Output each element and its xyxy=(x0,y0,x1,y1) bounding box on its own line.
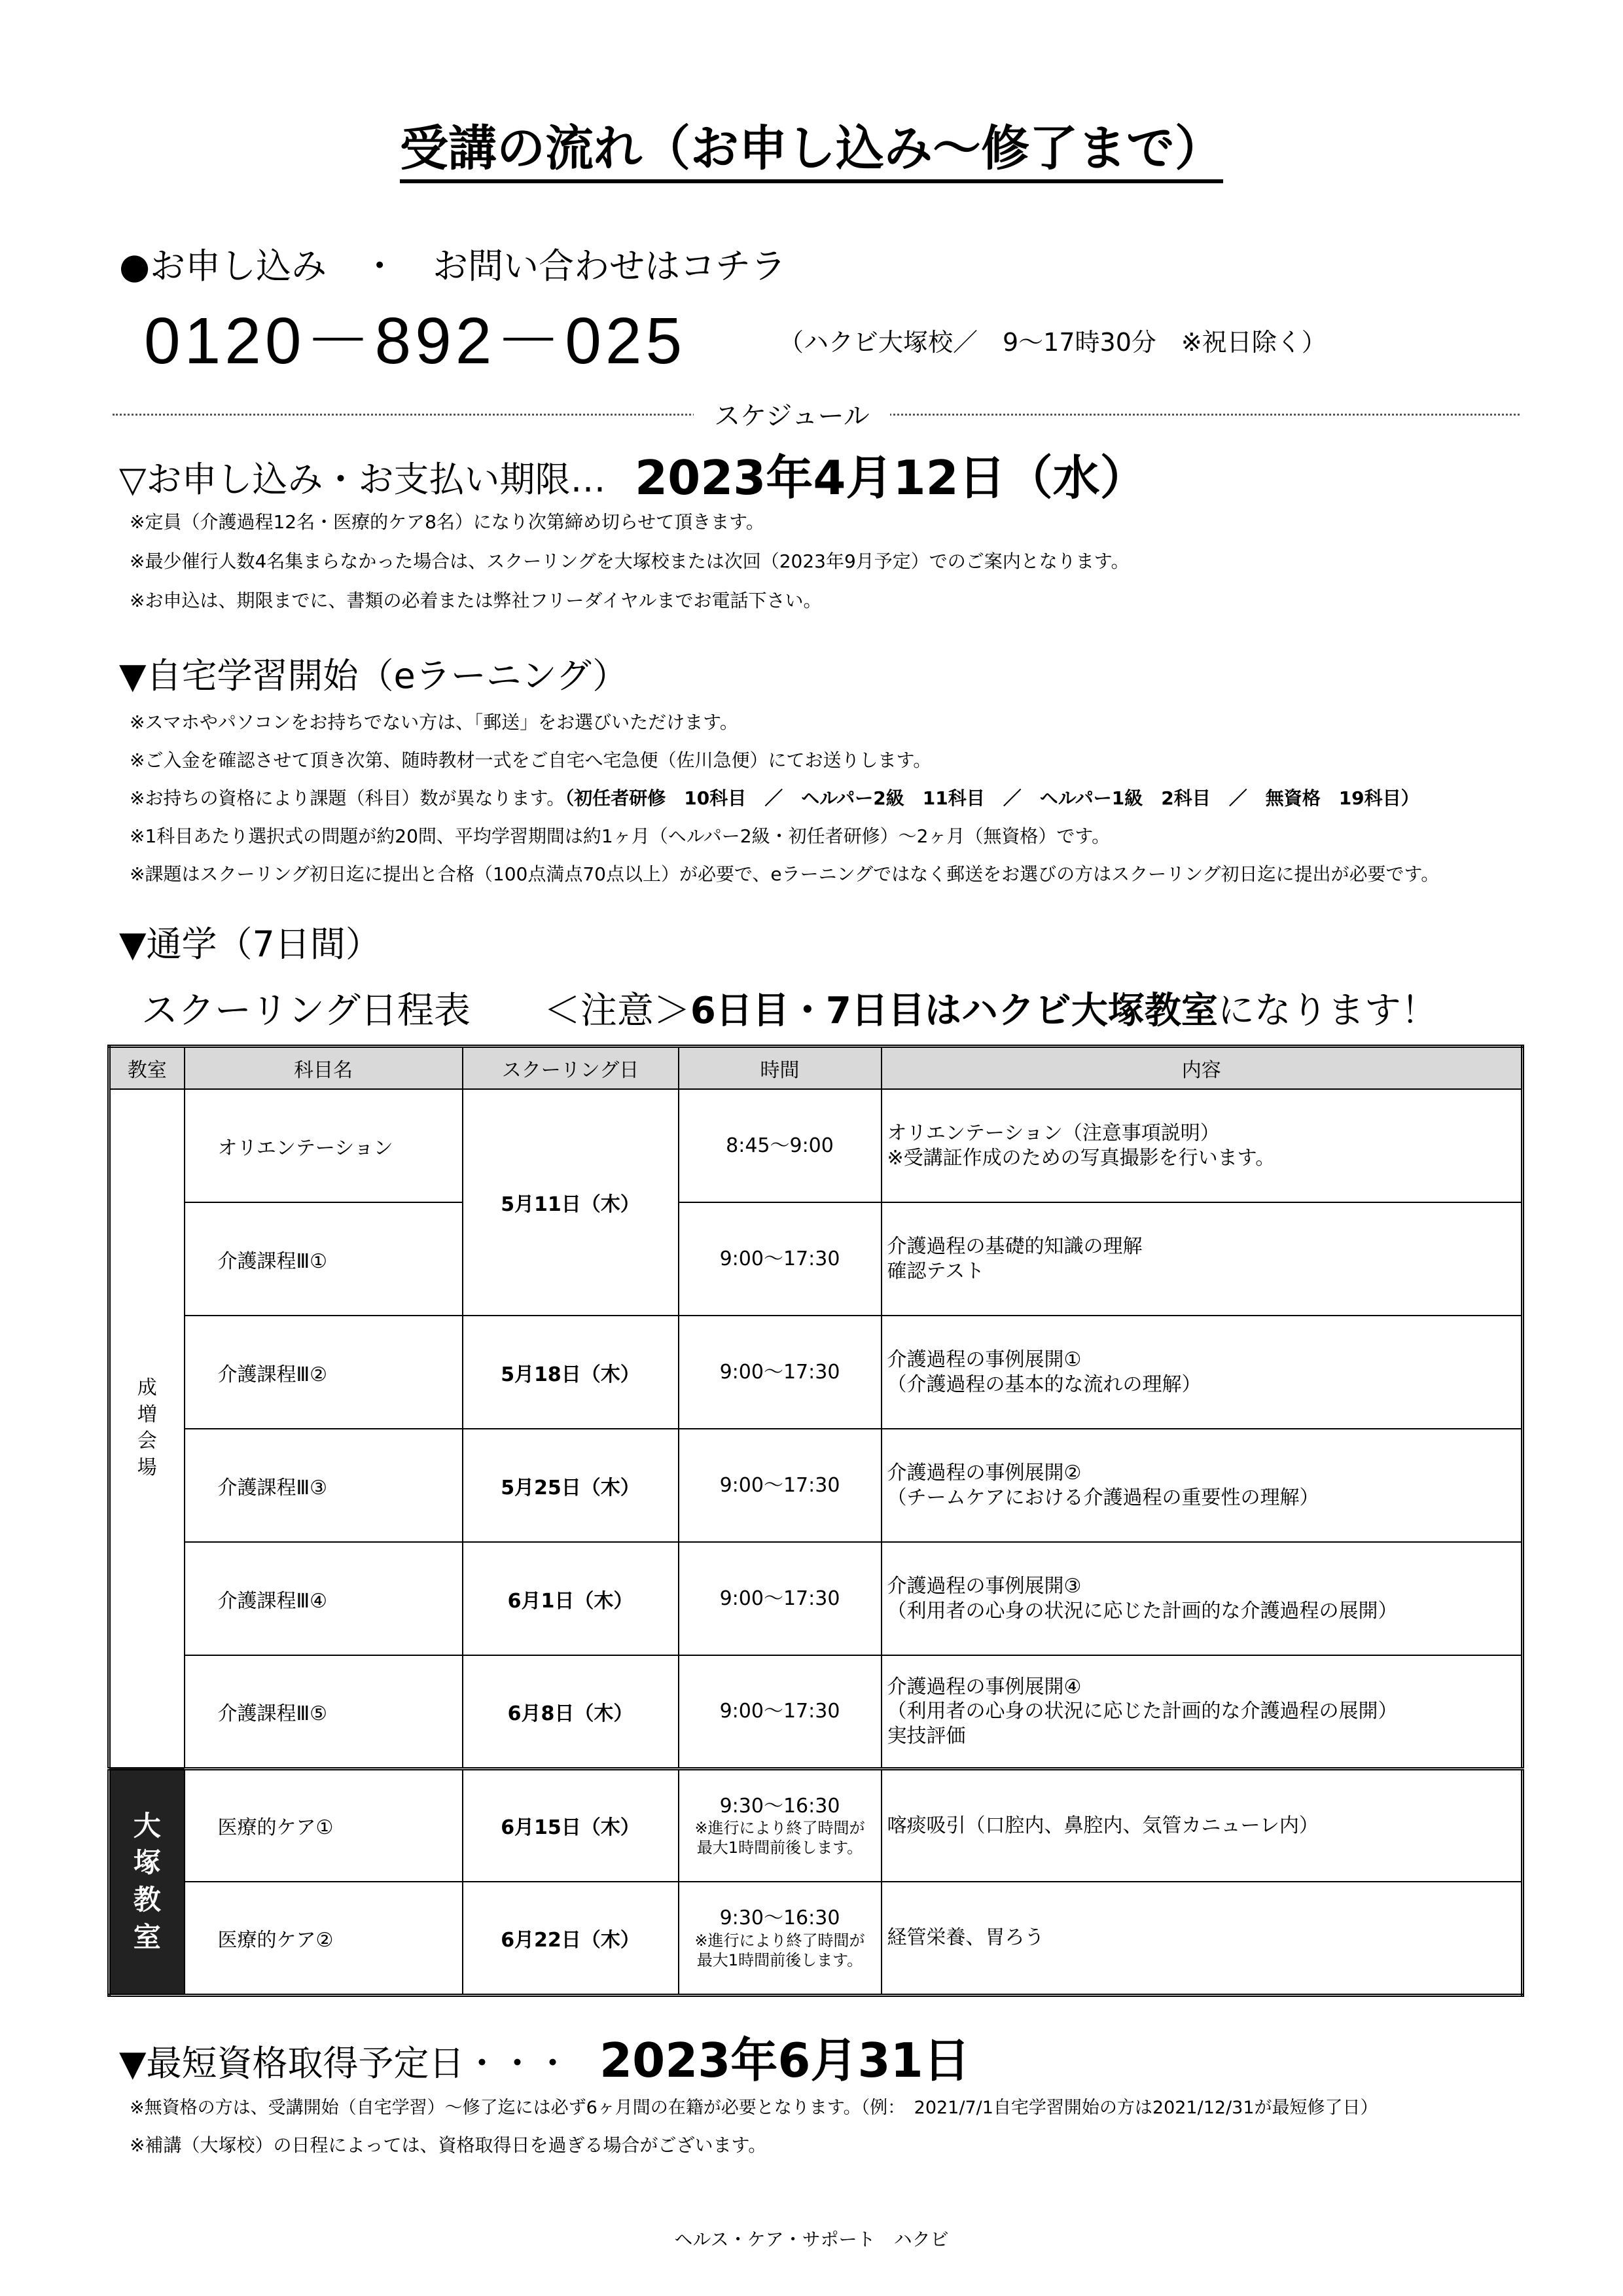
date-cell: 6月22日（木） xyxy=(463,1882,679,1995)
date-cell: 6月1日（木） xyxy=(463,1542,679,1655)
time-cell: 9:30～16:30 ※進行により終了時間が 最大1時間前後します。 xyxy=(679,1768,882,1882)
content-cell: 喀痰吸引（口腔内、鼻腔内、気管カニューレ内） xyxy=(882,1768,1523,1882)
table-row xyxy=(109,1202,1523,1316)
subject-cell: 医療的ケア① xyxy=(185,1768,463,1882)
final-note: ※無資格の方は、受講開始（自宅学習）～修了迄には必ず6ヶ月間の在籍が必要となります。（例： 2021/7/1自宅学習開始の方は2021/12/31が最短修了日） xyxy=(130,2098,1378,2118)
final-heading: ▼最短資格取得予定日・・・ xyxy=(119,2043,571,2084)
time-cell: 9:30～16:30 ※進行により終了時間が 最大1時間前後します。 xyxy=(679,1882,882,1995)
footer-text: ヘルス・ケア・サポート ハクビ xyxy=(674,2229,949,2250)
elearning-note: ※課題はスクーリング初日迄に提出と合格（100点満点70点以上）が必要で、eラーニングではなく郵送をお選びの方はスクーリング初日迄に提出が必要です。 xyxy=(130,863,1440,885)
table-row xyxy=(109,1882,1523,1995)
subject-cell: 介護課程Ⅲ③ xyxy=(185,1429,463,1542)
time-cell: 9:00～17:30 xyxy=(679,1655,882,1768)
deadline-heading: ▽お申し込み・お支払い期限… xyxy=(119,459,606,500)
venue-otsuka: 大 塚 教 室 xyxy=(109,1768,185,1995)
subject-cell: 介護課程Ⅲ① xyxy=(185,1202,463,1316)
deadline-date: 2023年4月12日（水） xyxy=(635,450,1147,505)
deadline-note: ※お申込は、期限までに、書類の必着または弊社フリーダイヤルまでお電話下さい。 xyxy=(130,590,822,611)
deadline-note: ※最少催行人数4名集まらなかった場合は、スクーリングを大塚校または次回（2023年9月予定）でのご案内となります。 xyxy=(130,550,1130,572)
phone-note: （ハクビ大塚校／ 9～17時30分 ※祝日除く） xyxy=(779,328,1327,357)
time-cell: 9:00～17:30 xyxy=(679,1316,882,1429)
schedule-label: スケジュール xyxy=(694,395,890,433)
date-cell: 6月8日（木） xyxy=(463,1655,679,1768)
time-note: ※進行により終了時間が 最大1時間前後します。 xyxy=(694,1819,865,1857)
time-cell: 9:00～17:30 xyxy=(679,1542,882,1655)
contact-heading: ●お申し込み ・ お問い合わせはコチラ xyxy=(119,245,787,287)
deadline-note: ※定員（介護過程12名・医療的ケア8名）になり次第締め切らせて頂きます。 xyxy=(130,511,764,533)
elearning-note: ※1科目あたり選択式の問題が約20問、平均学習期間は約1ヶ月（ヘルパー2級・初任者研修）～2ヶ月（無資格）です。 xyxy=(130,825,1111,847)
schedule-table xyxy=(107,1045,1524,1997)
time-note: ※進行により終了時間が 最大1時間前後します。 xyxy=(694,1931,865,1969)
elearning-note: ※お持ちの資格により課題（科目）数が異なります。（初任者研修 10科目 ／ ヘルパー2級 11科目 ／ ヘルパー1級 2科目 ／ 無資格 19科目） xyxy=(130,787,1419,809)
table-row xyxy=(109,1655,1523,1768)
table-row xyxy=(109,1542,1523,1655)
final-date: 2023年6月31日 xyxy=(599,2033,971,2088)
subject-cell: 医療的ケア② xyxy=(185,1882,463,1995)
date-cell: 6月15日（木） xyxy=(463,1768,679,1882)
content-cell: 介護過程の事例展開① （介護過程の基本的な流れの理解） xyxy=(882,1316,1523,1429)
elearning-heading: ▼自宅学習開始（eラーニング） xyxy=(119,655,628,696)
content-cell: 経管栄養、胃ろう xyxy=(882,1882,1523,1995)
content-cell: 介護過程の事例展開③ （利用者の心身の状況に応じた計画的な介護過程の展開） xyxy=(882,1542,1523,1655)
table-row xyxy=(109,1089,1523,1202)
time-cell: 9:00～17:30 xyxy=(679,1202,882,1316)
schedule-title: スクーリング日程表 ＜注意＞6日目・7日目はハクビ大塚教室になります！ xyxy=(141,990,1438,1032)
subject-cell: 介護課程Ⅲ⑤ xyxy=(185,1655,463,1768)
table-row xyxy=(109,1768,1523,1882)
date-cell: 5月25日（木） xyxy=(463,1429,679,1542)
time-cell: 9:00～17:30 xyxy=(679,1429,882,1542)
col-header: 内容 xyxy=(882,1047,1523,1090)
table-row xyxy=(109,1429,1523,1542)
table-header-row xyxy=(109,1047,1523,1090)
venue-narimasu: 成 増 会 場 xyxy=(109,1089,185,1768)
subjects-count: （初任者研修 10科目 ／ ヘルパー2級 11科目 ／ ヘルパー1級 2科目 ／ 無資格 19科目） xyxy=(565,787,1419,809)
phone-number[interactable]: 0120－892－025 xyxy=(144,304,687,378)
schedule-warning: 6日目・7日目はハクビ大塚教室 xyxy=(690,990,1218,1032)
content-cell: 介護過程の事例展開② （チームケアにおける介護過程の重要性の理解） xyxy=(882,1429,1523,1542)
col-header: スクーリング日 xyxy=(463,1047,679,1090)
col-header: 教室 xyxy=(109,1047,185,1090)
page-title: 受講の流れ（お申し込み～修了まで） xyxy=(0,110,1623,179)
subject-cell: 介護課程Ⅲ② xyxy=(185,1316,463,1429)
subject-cell: オリエンテーション xyxy=(185,1089,463,1202)
elearning-note: ※スマホやパソコンをお持ちでない方は、「郵送」をお選びいただけます。 xyxy=(130,711,738,733)
content-cell: オリエンテーション（注意事項説明） ※受講証作成のための写真撮影を行います。 xyxy=(882,1089,1523,1202)
date-cell: 5月11日（木） xyxy=(463,1089,679,1316)
table-row xyxy=(109,1316,1523,1429)
date-cell: 5月18日（木） xyxy=(463,1316,679,1429)
elearning-note: ※ご入金を確認させて頂き次第、随時教材一式をご自宅へ宅急便（佐川急便）にてお送りします。 xyxy=(130,749,932,771)
col-header: 時間 xyxy=(679,1047,882,1090)
content-cell: 介護過程の基礎的知識の理解 確認テスト xyxy=(882,1202,1523,1316)
subject-cell: 介護課程Ⅲ④ xyxy=(185,1542,463,1655)
commute-heading: ▼通学（7日間） xyxy=(119,924,381,965)
content-cell: 介護過程の事例展開④ （利用者の心身の状況に応じた計画的な介護過程の展開） 実技評価 xyxy=(882,1655,1523,1768)
time-cell: 8:45～9:00 xyxy=(679,1089,882,1202)
col-header: 科目名 xyxy=(185,1047,463,1090)
final-note: ※補講（大塚校）の日程によっては、資格取得日を過ぎる場合がございます。 xyxy=(130,2134,767,2156)
